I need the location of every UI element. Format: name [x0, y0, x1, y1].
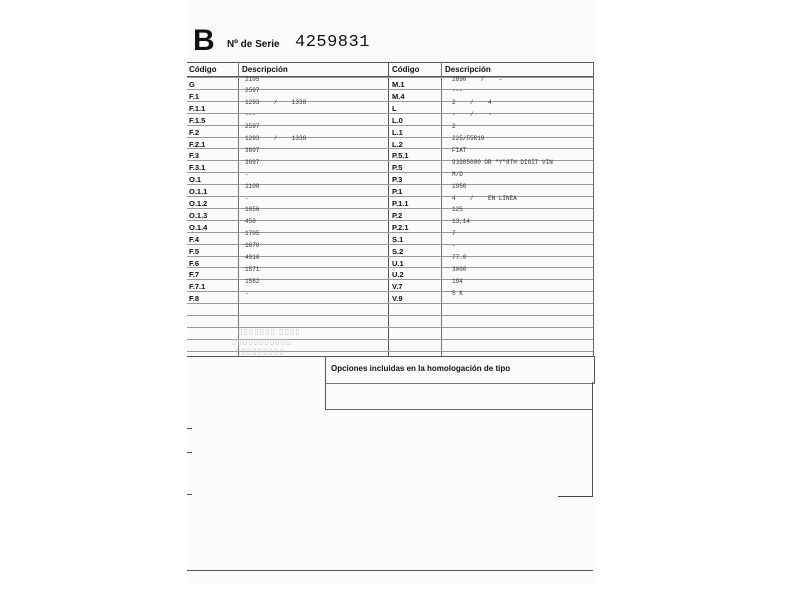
- margin-mark: [187, 428, 192, 429]
- row-value: 3000: [452, 265, 467, 273]
- divider: [325, 409, 593, 410]
- row-code: O.1.1: [189, 187, 208, 197]
- row-code: G: [189, 80, 195, 89]
- row-rule: [187, 303, 593, 304]
- right-desc-header: Descripción: [445, 65, 491, 74]
- serie-number: 4259831: [295, 33, 370, 52]
- row-value: -: [245, 170, 249, 178]
- row-value: 2597: [245, 87, 260, 95]
- divider: [325, 382, 326, 409]
- row-value: -: [245, 194, 249, 202]
- row-value: 450: [245, 218, 256, 226]
- row-value: 1293 / 1338: [245, 135, 307, 142]
- row-value: -: [245, 289, 249, 297]
- row-value: 2 / 4: [452, 99, 492, 107]
- divider: [388, 62, 389, 356]
- row-code: F.4: [189, 234, 200, 244]
- row-value: 1100: [245, 182, 260, 190]
- row-code: F.7: [189, 270, 200, 280]
- row-code: P.2.1: [392, 222, 409, 232]
- right-code-header: Código: [392, 65, 420, 74]
- row-code: F.3: [189, 151, 200, 161]
- row-code: L.0: [392, 115, 403, 125]
- row-value: 1878: [245, 242, 260, 250]
- row-value: 1293 / 1338: [245, 99, 307, 107]
- row-code: V.9: [392, 294, 403, 304]
- row-value: 93985000 OR "Y"8TH DIGIT VIN: [452, 158, 553, 166]
- row-code: L: [392, 103, 397, 113]
- row-code: M.1: [392, 80, 405, 89]
- row-value: ---: [452, 87, 463, 95]
- row-value: 1056: [245, 206, 260, 214]
- row-code: O.1.2: [189, 199, 208, 208]
- row-code: F.1.5: [189, 115, 206, 125]
- stamp-mark: ▯▯▯▯▯▯▯ ▯▯▯▯: [238, 327, 301, 336]
- row-code: O.1: [189, 175, 202, 185]
- row-value: 225/55R19: [452, 135, 485, 142]
- row-code: V.7: [392, 282, 403, 292]
- divider: [558, 496, 593, 497]
- row-value: 13,14: [452, 218, 471, 226]
- left-desc-header: Descripción: [242, 65, 288, 74]
- row-code: P.5.1: [392, 151, 409, 161]
- row-code: M.4: [392, 91, 405, 101]
- row-value: 125: [452, 206, 463, 214]
- row-code: U.2: [392, 270, 404, 280]
- row-code: S.1: [392, 234, 404, 244]
- row-rule: [187, 315, 593, 316]
- row-code: L.1: [392, 127, 403, 137]
- row-value: 2105: [245, 75, 260, 83]
- row-code: F.7.1: [189, 282, 206, 292]
- row-code: F.6: [189, 258, 200, 268]
- divider: [592, 382, 593, 496]
- row-code: F.2.1: [189, 139, 206, 149]
- row-value: ---: [245, 111, 256, 119]
- stamp-mark: ▯▯▯▯▯▯▯▯▯▯▯: [232, 337, 292, 346]
- row-code: F.2: [189, 127, 200, 137]
- stamp-mark: ▯▯▯▯▯▯▯▯▯: [236, 347, 285, 356]
- row-value: 1956: [452, 182, 467, 190]
- row-code: P.5: [392, 163, 403, 173]
- row-value: 2890 / -: [452, 75, 503, 83]
- divider: [187, 356, 325, 357]
- row-value: 4910: [245, 254, 260, 261]
- row-code: F.3.1: [189, 163, 206, 173]
- row-code: O.1.3: [189, 210, 208, 220]
- row-code: F.1.1: [189, 103, 206, 113]
- row-value: - / -: [452, 111, 492, 119]
- row-value: -: [452, 242, 456, 250]
- row-value: 1705: [245, 230, 260, 238]
- row-code: P.3: [392, 175, 403, 185]
- serie-label: Nº de Serie: [227, 39, 280, 50]
- margin-mark: [187, 494, 192, 495]
- row-value: M/D: [452, 170, 463, 178]
- row-code: P.1.1: [392, 199, 409, 208]
- row-value: FIAT: [452, 146, 467, 154]
- divider: [441, 62, 442, 356]
- row-code: P.2: [392, 210, 403, 220]
- row-code: U.1: [392, 258, 404, 268]
- margin-mark: [187, 452, 192, 453]
- row-code: F.1: [189, 91, 200, 101]
- row-value: 7: [452, 230, 456, 238]
- row-value: 2: [452, 123, 456, 131]
- row-code: S.2: [392, 246, 404, 256]
- left-code-header: Código: [189, 65, 217, 74]
- divider: [238, 62, 239, 356]
- row-value: 5 K: [452, 289, 463, 297]
- row-code: O.1.4: [189, 222, 208, 232]
- row-value: 4 / EN LINEA: [452, 194, 517, 202]
- row-value: 1582: [245, 277, 260, 285]
- row-value: 3697: [245, 146, 260, 154]
- row-value: 77.0: [452, 254, 467, 261]
- row-value: 2597: [245, 123, 260, 131]
- row-value: 3697: [245, 158, 260, 166]
- row-value: 194: [452, 277, 463, 285]
- row-code: P.1: [392, 187, 403, 197]
- section-letter: B: [193, 24, 215, 57]
- row-code: F.5: [189, 246, 200, 256]
- row-code: F.8: [189, 294, 200, 304]
- divider: [187, 570, 593, 571]
- row-value: 1571: [245, 265, 260, 273]
- options-title: Opciones incluidas en la homologación de tipo: [331, 364, 511, 373]
- row-code: L.2: [392, 139, 403, 149]
